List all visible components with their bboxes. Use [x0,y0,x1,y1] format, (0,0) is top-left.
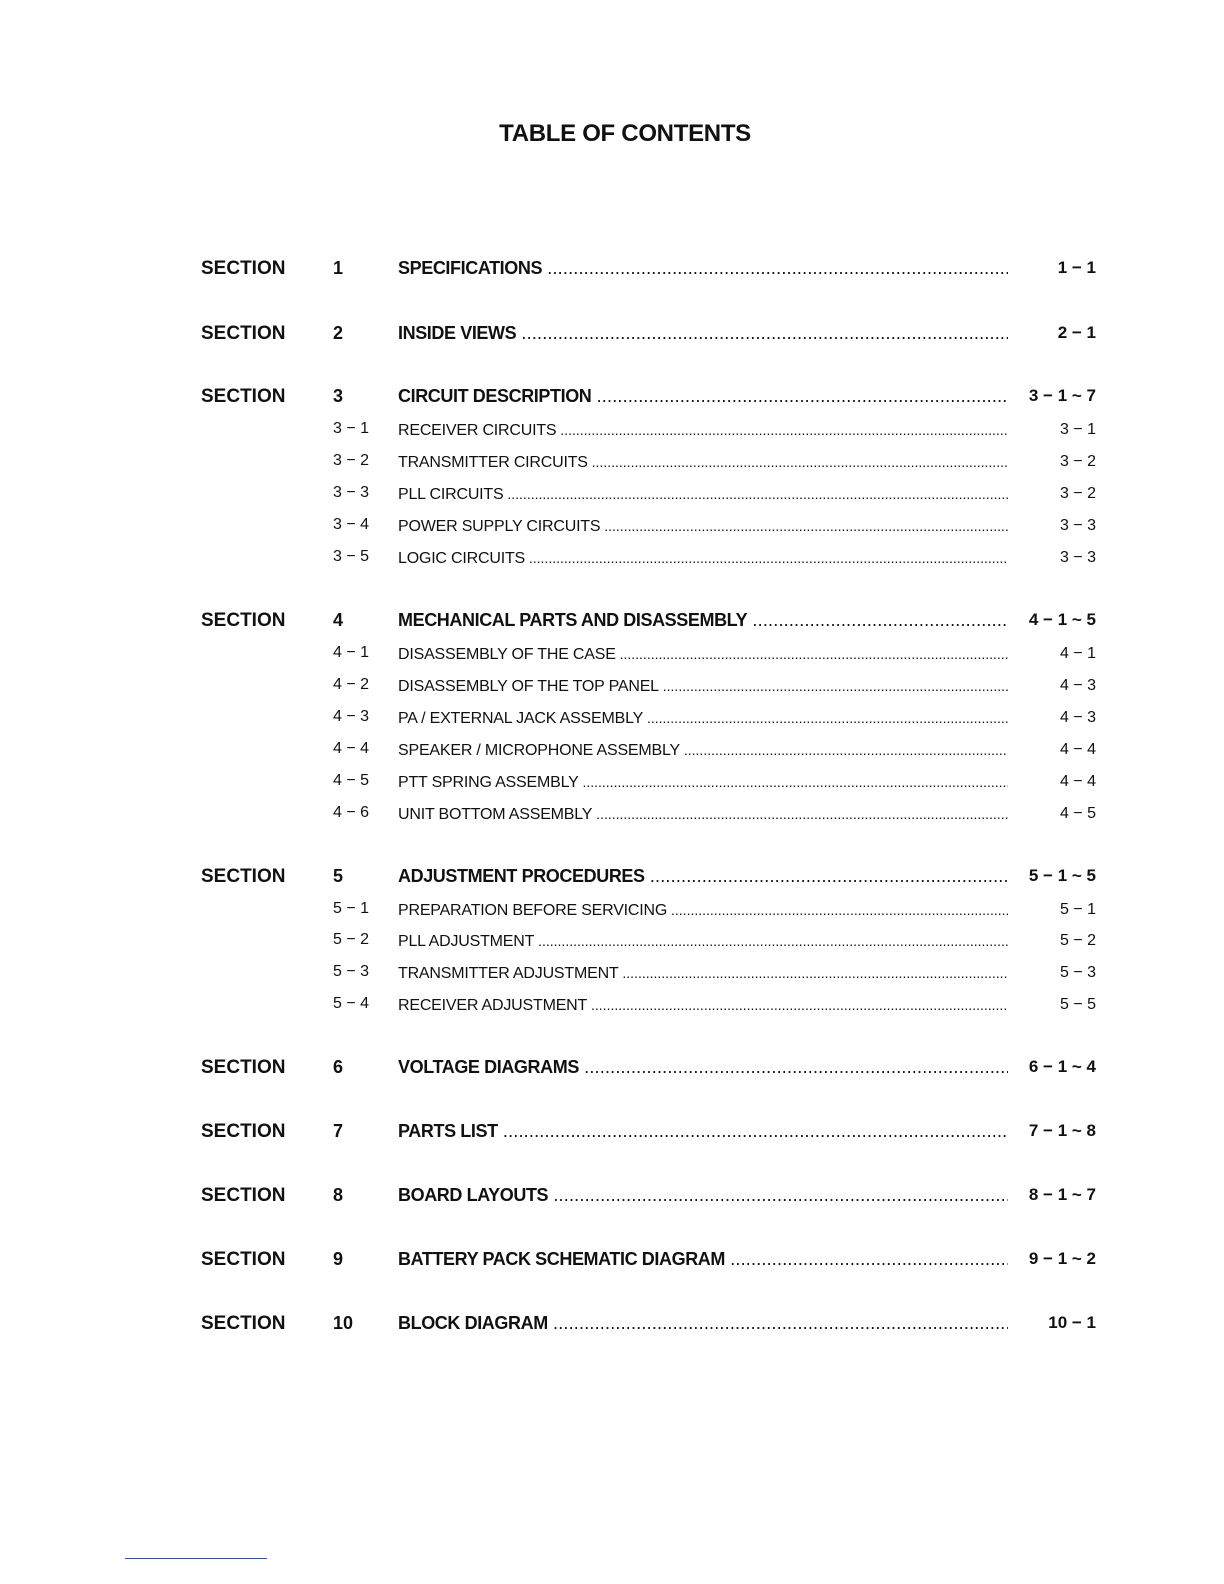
section-label: SECTION [201,323,286,344]
page-reference: 3 − 2 [1059,453,1096,470]
page-reference: 5 − 2 [1059,932,1096,949]
subsection-title: SPEAKER / MICROPHONE ASSEMBLY ..... [398,742,1008,760]
section-label: SECTION [201,1057,286,1078]
section-number: 3 [333,386,344,406]
section-number: 6 [333,1057,344,1077]
toc-subentry [0,452,1224,478]
page-reference: 3 − 3 [1059,549,1096,566]
section-label: SECTION [201,866,286,887]
subsection-title: UNIT BOTTOM ASSEMBLY ..... [398,806,1008,824]
toc-section-entry [0,1249,1224,1275]
section-title: CIRCUIT DESCRIPTION ..... [398,386,1008,407]
toc-subentry [0,484,1224,510]
section-label: SECTION [201,1313,286,1334]
footer-rule [125,1558,267,1559]
section-label: SECTION [201,610,286,631]
toc-subentry [0,772,1224,798]
page-reference: 7 − 1 ~ 8 [1028,1121,1096,1140]
toc-section-entry [0,258,1224,284]
toc-subentry [0,644,1224,670]
subsection-number: 4 − 1 [333,644,370,661]
toc-subentry [0,900,1224,926]
page-reference: 10 − 1 [1048,1313,1096,1332]
subsection-number: 4 − 3 [333,708,370,725]
section-number: 7 [333,1121,344,1141]
toc-section-entry [0,323,1224,349]
toc-section-entry [0,1313,1224,1339]
section-label: SECTION [201,386,286,407]
toc-subentry [0,995,1224,1021]
subsection-title: RECEIVER CIRCUITS ..... [398,422,1008,440]
subsection-title: PLL CIRCUITS ..... [398,486,1008,504]
toc-subentry [0,548,1224,574]
page-reference: 4 − 3 [1059,709,1096,726]
page-title: TABLE OF CONTENTS [499,120,751,147]
page-reference: 3 − 1 ~ 7 [1028,386,1096,405]
subsection-title: PLL ADJUSTMENT ..... [398,933,1008,951]
toc-subentry [0,963,1224,989]
subsection-number: 4 − 4 [333,740,370,757]
page-reference: 5 − 1 [1059,901,1096,918]
toc-subentry [0,420,1224,446]
subsection-number: 3 − 2 [333,452,370,469]
section-label: SECTION [201,1121,286,1142]
subsection-title: RECEIVER ADJUSTMENT ..... [398,997,1008,1015]
page-reference: 8 − 1 ~ 7 [1028,1185,1096,1204]
subsection-title: PA / EXTERNAL JACK ASSEMBLY ..... [398,710,1008,728]
page-reference: 3 − 3 [1059,517,1096,534]
toc-section-entry [0,866,1224,892]
section-number: 1 [333,258,344,278]
section-title: INSIDE VIEWS ..... [398,323,1008,344]
subsection-number: 3 − 4 [333,516,370,533]
page-reference: 4 − 1 [1059,645,1096,662]
section-label: SECTION [201,1249,286,1270]
section-title: BATTERY PACK SCHEMATIC DIAGRAM ..... [398,1249,1008,1270]
page-reference: 4 − 4 [1059,741,1096,758]
subsection-title: DISASSEMBLY OF THE TOP PANEL ..... [398,678,1008,696]
section-number: 4 [333,610,344,630]
section-title: SPECIFICATIONS ..... [398,258,1008,279]
subsection-title: PREPARATION BEFORE SERVICING ..... [398,902,1008,920]
toc-subentry [0,516,1224,542]
subsection-title: DISASSEMBLY OF THE CASE ..... [398,646,1008,664]
subsection-number: 3 − 5 [333,548,370,565]
section-title: BOARD LAYOUTS ..... [398,1185,1008,1206]
section-title: BLOCK DIAGRAM ..... [398,1313,1008,1334]
section-title: ADJUSTMENT PROCEDURES ..... [398,866,1008,887]
page-reference: 1 − 1 [1057,258,1096,277]
subsection-title: LOGIC CIRCUITS ..... [398,550,1008,568]
section-number: 2 [333,323,344,343]
page-reference: 4 − 5 [1059,805,1096,822]
toc-section-entry [0,1185,1224,1211]
toc-subentry [0,804,1224,830]
subsection-number: 5 − 2 [333,931,370,948]
section-title: MECHANICAL PARTS AND DISASSEMBLY ..... [398,610,1008,631]
toc-section-entry [0,386,1224,412]
section-number: 5 [333,866,344,886]
section-number: 10 [333,1313,354,1333]
page-reference: 4 − 4 [1059,773,1096,790]
section-label: SECTION [201,1185,286,1206]
subsection-title: TRANSMITTER ADJUSTMENT ..... [398,965,1008,983]
subsection-title: TRANSMITTER CIRCUITS ..... [398,454,1008,472]
page-reference: 3 − 2 [1059,485,1096,502]
page-reference: 2 − 1 [1057,323,1096,342]
subsection-number: 4 − 2 [333,676,370,693]
toc-subentry [0,708,1224,734]
subsection-number: 5 − 1 [333,900,370,917]
section-title: VOLTAGE DIAGRAMS ..... [398,1057,1008,1078]
toc-section-entry [0,610,1224,636]
page-reference: 5 − 5 [1059,996,1096,1013]
page-reference: 9 − 1 ~ 2 [1028,1249,1096,1268]
subsection-number: 3 − 3 [333,484,370,501]
subsection-title: POWER SUPPLY CIRCUITS ..... [398,518,1008,536]
subsection-title: PTT SPRING ASSEMBLY ..... [398,774,1008,792]
toc-section-entry [0,1121,1224,1147]
toc-subentry [0,676,1224,702]
page-reference: 4 − 1 ~ 5 [1028,610,1096,629]
toc-section-entry [0,1057,1224,1083]
section-number: 8 [333,1185,344,1205]
section-label: SECTION [201,258,286,279]
page-reference: 4 − 3 [1059,677,1096,694]
section-number: 9 [333,1249,344,1269]
subsection-number: 3 − 1 [333,420,370,437]
subsection-number: 5 − 3 [333,963,370,980]
subsection-number: 4 − 6 [333,804,370,821]
toc-subentry [0,740,1224,766]
subsection-number: 5 − 4 [333,995,370,1012]
page-reference: 3 − 1 [1059,421,1096,438]
page-reference: 5 − 3 [1059,964,1096,981]
page-reference: 6 − 1 ~ 4 [1028,1057,1096,1076]
page-reference: 5 − 1 ~ 5 [1028,866,1096,885]
section-title: PARTS LIST ..... [398,1121,1008,1142]
subsection-number: 4 − 5 [333,772,370,789]
toc-subentry [0,931,1224,957]
